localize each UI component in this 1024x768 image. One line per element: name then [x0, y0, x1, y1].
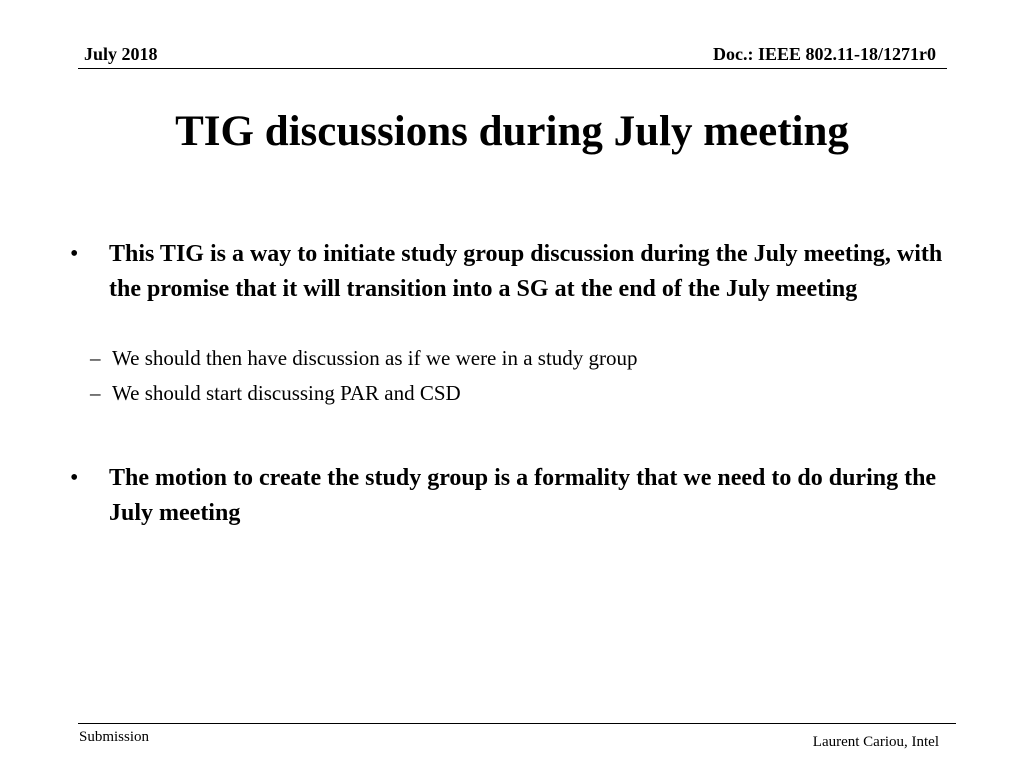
slide-title: TIG discussions during July meeting [175, 108, 849, 155]
bullet-marker: • [70, 465, 79, 491]
sub-item-text: We should then have discussion as if we were in a study group [112, 346, 638, 370]
dash-marker: – [90, 381, 101, 405]
footer-submission: Submission [79, 729, 150, 745]
header-date: July 2018 [84, 44, 158, 64]
bullet-text: This TIG is a way to initiate study group discussion during the July meeting, with the promise that it will transition into a SG at the end of the July meeting [109, 241, 943, 302]
sub-item-text: We should start discussing PAR and CSD [112, 381, 461, 405]
footer-author: Laurent Cariou, Intel [812, 734, 939, 750]
header-divider [78, 68, 947, 69]
bullet-text: The motion to create the study group is a formality that we need to do during the July meeting [109, 465, 937, 526]
dash-marker: – [90, 346, 101, 370]
header-doc-id: Doc.: IEEE 802.11-18/1271r0 [713, 44, 936, 64]
footer-divider [78, 723, 956, 724]
bullet-marker: • [70, 241, 79, 267]
